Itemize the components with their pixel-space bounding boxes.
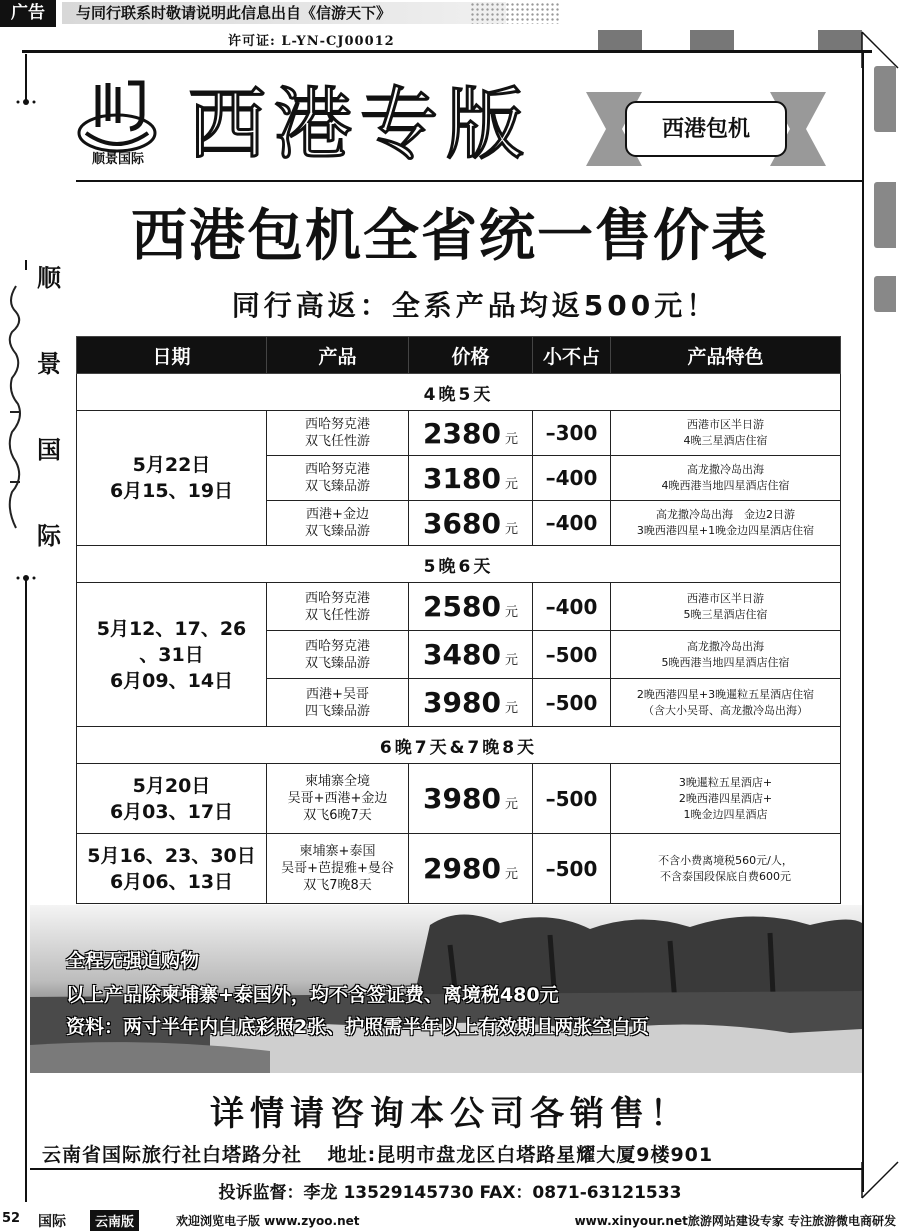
table-header-row: [77, 337, 841, 374]
footer-tagline: www.xinyour.net旅游网站建设专家 专注旅游微电商研发: [574, 1214, 896, 1228]
price-cell: 3180 元: [409, 456, 533, 501]
feature-cell: 3晚暹粒五星酒店+ 2晚西港四星酒店+ 1晚金边四星酒店: [611, 764, 841, 834]
price-cell: 2580 元: [409, 583, 533, 631]
duration-band: 5晚6天: [77, 546, 841, 583]
child-discount-cell: –400: [533, 501, 611, 546]
duration-band: 4晚5天: [77, 374, 841, 411]
ad-dot-pattern: [470, 2, 560, 24]
page-title: 西港专版: [188, 80, 533, 170]
child-discount-cell: –300: [533, 411, 611, 456]
product-cell: 西港+金边 双飞臻品游: [267, 501, 409, 546]
feature-cell: 高龙撒冷岛出海 金边2日游 3晚西港四星+1晚金边四星酒店住宿: [611, 501, 841, 546]
header-price: 价格: [409, 337, 533, 374]
side-char: 顺: [37, 263, 61, 292]
ribbon-label: 西港包机: [661, 117, 750, 142]
table-row: [77, 764, 841, 834]
child-discount-cell: –400: [533, 583, 611, 631]
side-char: 际: [37, 521, 61, 550]
side-company-name: [34, 258, 64, 602]
product-cell: 西哈努克港 双飞任性游: [267, 411, 409, 456]
feature-cell: 2晚西港四星+3晚暹粒五星酒店住宿 （含大小吴哥、高龙撒冷岛出海）: [611, 679, 841, 727]
table-row: [77, 834, 841, 904]
date-cell: 5月20日 6月03、17日: [77, 764, 267, 834]
child-discount-cell: –500: [533, 764, 611, 834]
feature-cell: 不含小费离境税560元/人， 不含泰国段保底自费600元: [611, 834, 841, 904]
page-number: 52: [2, 1211, 21, 1226]
section-name: 国际: [38, 1214, 66, 1230]
script-signature-icon: [2, 282, 28, 532]
footer-welcome: 欢迎浏览电子版 www.zyoo.net: [176, 1214, 360, 1228]
product-cell: 西哈努克港 双飞臻品游: [267, 631, 409, 679]
header-date: 日期: [77, 337, 267, 374]
duration-band: 6晚7天&7晚8天: [77, 727, 841, 764]
product-cell: 西哈努克港 双飞臻品游: [267, 456, 409, 501]
side-char: 国: [37, 435, 61, 464]
license-number: 许可证: L-YN-CJ00012: [228, 34, 395, 49]
product-cell: 西港+吴哥 四飞臻品游: [267, 679, 409, 727]
subheadline: 同行高返：全系产品均返500元！: [231, 289, 719, 322]
feature-cell: 高龙撒冷岛出海 4晚西港当地四星酒店住宿: [611, 456, 841, 501]
price-cell: 3480 元: [409, 631, 533, 679]
contact-call: 详情请咨询本公司各销售！: [210, 1094, 690, 1134]
price-cell: 3980 元: [409, 764, 533, 834]
date-cell: 5月22日 6月15、19日: [77, 411, 267, 546]
price-cell: 3680 元: [409, 501, 533, 546]
product-cell: 柬埔寨全境 吴哥+西港+金边 双飞6晚7天: [267, 764, 409, 834]
agency-location: 地址:昆明市盘龙区白塔路星耀大厦9楼901: [327, 1144, 714, 1166]
edge-tab: [874, 66, 896, 132]
deco-block: [690, 30, 734, 50]
header-feature: 产品特色: [611, 337, 841, 374]
page-footer: [0, 1210, 900, 1230]
agency-address: [42, 1140, 731, 1167]
note-exclusions: 以上产品除柬埔寨+泰国外，均不含签证费、离境税480元: [66, 984, 559, 1006]
price-table: [76, 336, 841, 904]
child-discount-cell: –500: [533, 679, 611, 727]
bottom-rule: [30, 1168, 862, 1170]
deco-block: [818, 30, 862, 50]
price-cell: 2380 元: [409, 411, 533, 456]
header-child: 小不占: [533, 337, 611, 374]
header-rule: [76, 180, 862, 182]
feature-cell: 西港市区半日游 4晚三星酒店住宿: [611, 411, 841, 456]
headline: 西港包机全省统一售价表: [131, 204, 769, 269]
child-discount-cell: –500: [533, 834, 611, 904]
date-cell: 5月12、17、26 、31日 6月09、14日: [77, 583, 267, 727]
child-discount-cell: –400: [533, 456, 611, 501]
table-row: [77, 411, 841, 456]
date-cell: 5月16、23、30日 6月06、13日: [77, 834, 267, 904]
header-product: 产品: [267, 337, 409, 374]
child-discount-cell: –500: [533, 631, 611, 679]
top-rule: [22, 50, 872, 53]
ad-tag: 广告: [0, 0, 56, 27]
feature-cell: 西港市区半日游 5晚三星酒店住宿: [611, 583, 841, 631]
corner-mark-icon: [860, 30, 900, 70]
logo-name: 顺景国际: [91, 152, 144, 167]
price-cell: 3980 元: [409, 679, 533, 727]
company-logo-icon: [76, 75, 158, 157]
region-badge: 云南版: [90, 1210, 139, 1231]
complaint-line: 投诉监督：李龙 13529145730 FAX：0871-63121533: [218, 1183, 682, 1203]
feature-cell: 高龙撒冷岛出海 5晚西港当地四星酒店住宿: [611, 631, 841, 679]
note-no-shopping: 全程无强迫购物: [66, 950, 200, 972]
product-cell: 西哈努克港 双飞任性游: [267, 583, 409, 631]
price-cell: 2980 元: [409, 834, 533, 904]
agency-name: 云南省国际旅行社白塔路分社: [42, 1144, 303, 1166]
table-row: [77, 583, 841, 631]
side-char: 景: [37, 349, 61, 378]
note-documents: 资料：两寸半年内白底彩照2张、护照需半年以上有效期且两张空白页: [66, 1016, 650, 1038]
ad-notice: 与同行联系时敬请说明此信息出自《信游天下》: [62, 2, 506, 24]
deco-block: [598, 30, 642, 50]
product-cell: 柬埔寨+泰国 吴哥+芭提雅+曼谷 双飞7晚8天: [267, 834, 409, 904]
